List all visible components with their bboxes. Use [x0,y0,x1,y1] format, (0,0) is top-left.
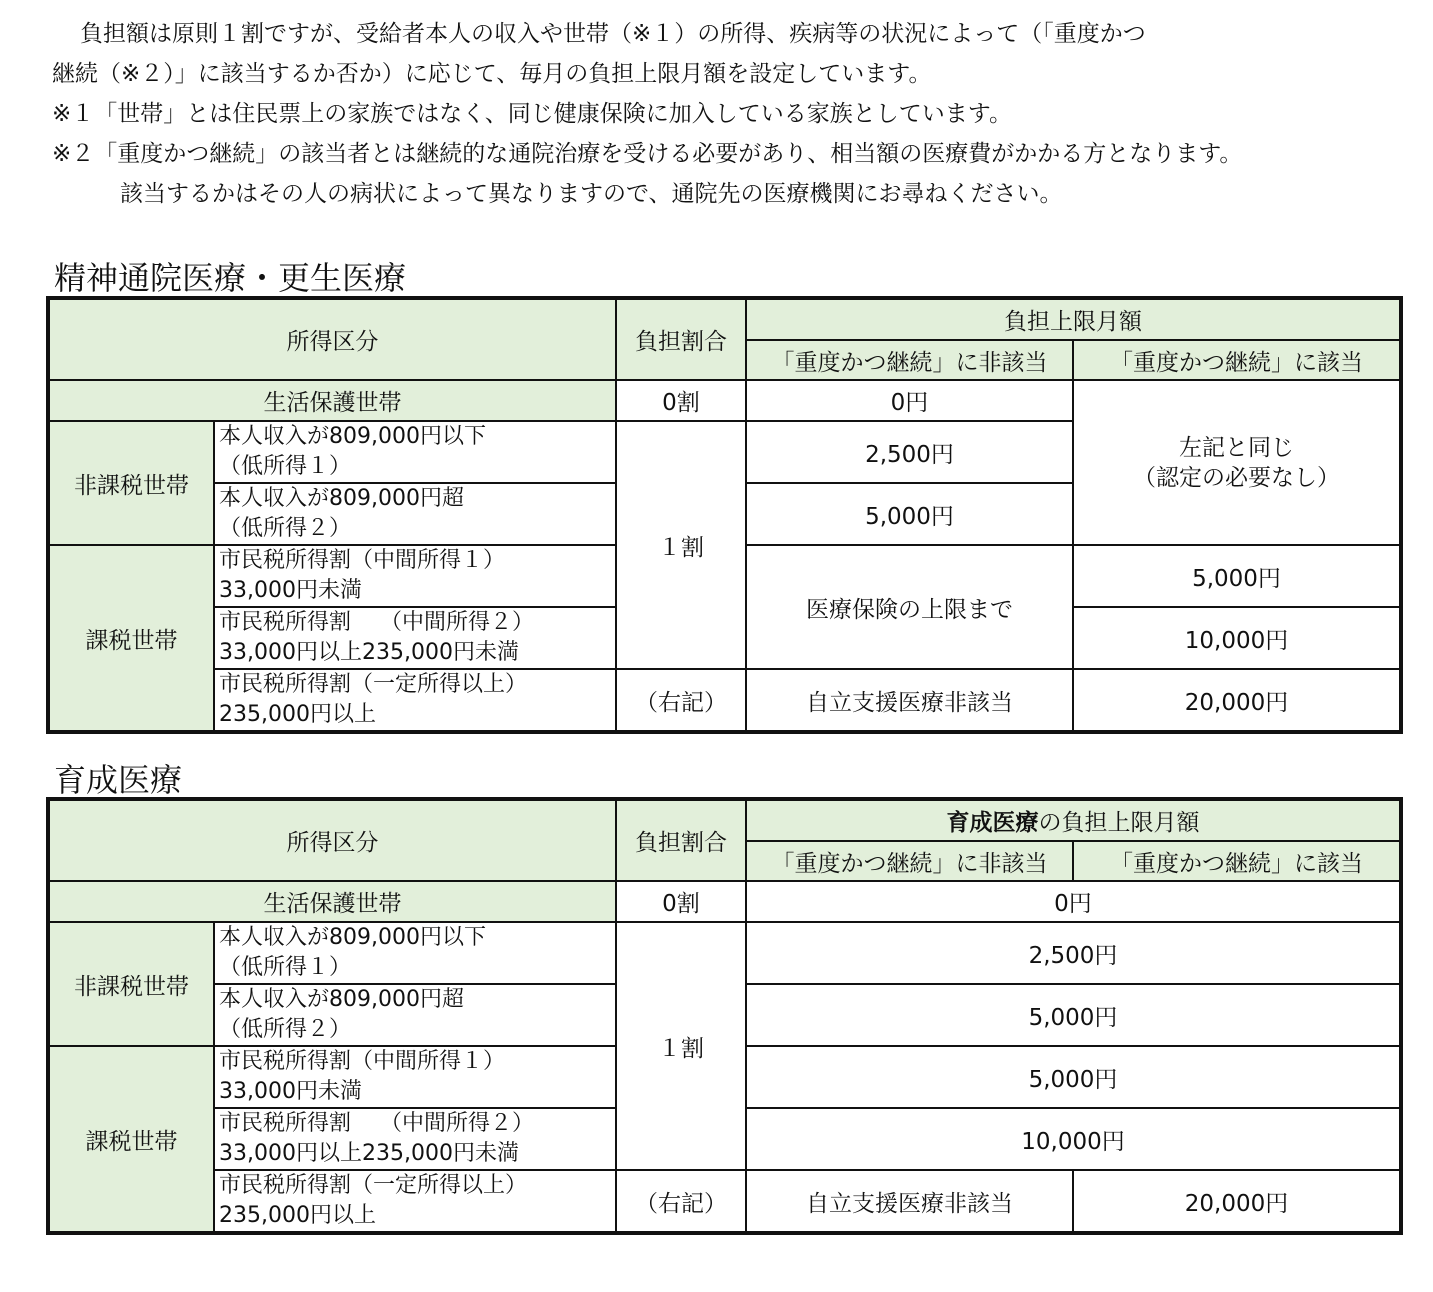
header-ratio: 負担割合 [616,298,746,380]
row-label: 市民税所得割（中間所得１） [219,1049,506,1074]
row-middle-income-1 [214,545,616,607]
section-title-2: 育成医療 [54,761,183,799]
high-cap-severe: 20,000円 [1073,1170,1401,1233]
row-middle-income-2 [214,607,616,669]
header-not-severe: 「重度かつ継続」に非該当 [746,841,1073,881]
header-cap-emphasis: 育成医療 [946,810,1039,836]
section-title-1: 精神通院医療・更生医療 [54,259,407,297]
high-ratio: （右記） [616,1170,746,1233]
header-severe: 「重度かつ継続」に該当 [1073,841,1401,881]
mid1-cap: 5,000円 [746,1046,1401,1108]
row-label: 市民税所得割（一定所得以上） [219,672,528,697]
ratio-10-percent: １割 [616,421,746,669]
high-cap-not-severe: 自立支援医療非該当 [746,669,1073,732]
welfare-ratio: 0割 [616,881,746,922]
row-sublabel: 235,000円以上 [219,1203,376,1228]
note-2-cont: 該当するかはその人の病状によって異なりますので、通院先の医療機関にお尋ねください。 [120,181,1063,207]
welfare-ratio: 0割 [616,380,746,421]
high-ratio: （右記） [616,669,746,732]
row-high-income [214,669,616,732]
mid2-cap: 10,000円 [746,1108,1401,1170]
row-sublabel: 33,000円以上235,000円未満 [219,640,519,665]
intro-paragraph-cont: 継続（※２）」に該当するか否か）に応じて、毎月の負担上限月額を設定しています。 [52,61,932,87]
fee-table-2 [46,797,1403,1235]
row-welfare: 生活保護世帯 [48,881,616,922]
no-certification-needed: （認定の必要なし） [1133,464,1340,491]
low1-cap: 2,500円 [746,922,1401,984]
header-not-severe: 「重度かつ継続」に非該当 [746,340,1073,380]
group-taxable: 課税世帯 [48,1046,214,1233]
row-label: 市民税所得割（中間所得１） [219,548,506,573]
row-label: 市民税所得割（一定所得以上） [219,1173,528,1198]
high-cap-not-severe: 自立支援医療非該当 [746,1170,1073,1233]
row-sublabel: （低所得２） [219,516,352,541]
mid2-cap-severe: 10,000円 [1073,607,1401,669]
row-welfare: 生活保護世帯 [48,380,616,421]
row-label: 市民税所得割 （中間所得２） [219,1111,534,1136]
row-sublabel: 33,000円以上235,000円未満 [219,1141,519,1166]
row-sublabel: 33,000円未満 [219,578,362,603]
low1-cap-not-severe: 2,500円 [746,421,1073,483]
high-cap-severe: 20,000円 [1073,669,1401,732]
row-low-income-1 [214,421,616,483]
row-low-income-2 [214,984,616,1046]
row-low-income-1 [214,922,616,984]
row-low-income-2 [214,483,616,545]
header-ratio: 負担割合 [616,799,746,881]
welfare-cap: 0円 [746,881,1401,922]
low2-cap: 5,000円 [746,984,1401,1046]
header-monthly-cap: 負担上限月額 [746,298,1401,340]
row-high-income [214,1170,616,1233]
same-as-left: 左記と同じ [1179,434,1294,461]
row-label: 本人収入が809,000円以下 [219,925,486,950]
note-2: ※２「重度かつ継続」の該当者とは継続的な通院治療を受ける必要があり、相当額の医療費がかかる方となります。 [52,141,1243,167]
row-label: 本人収入が809,000円超 [219,987,464,1012]
intro-text [52,14,1412,214]
header-income-class: 所得区分 [48,799,616,881]
intro-paragraph: 負担額は原則１割ですが、受給者本人の収入や世帯（※１）の所得、疾病等の状況によって（「重度かつ [80,21,1146,47]
same-as-left-cell [1073,380,1401,545]
mid1-cap-severe: 5,000円 [1073,545,1401,607]
row-sublabel: 235,000円以上 [219,702,376,727]
note-1: ※１「世帯」とは住民票上の家族ではなく、同じ健康保険に加入している家族としています。 [52,101,1012,127]
welfare-cap-not-severe: 0円 [746,380,1073,421]
row-sublabel: （低所得１） [219,955,352,980]
row-sublabel: （低所得２） [219,1017,352,1042]
row-label: 市民税所得割 （中間所得２） [219,610,534,635]
header-income-class: 所得区分 [48,298,616,380]
group-taxable: 課税世帯 [48,545,214,732]
fee-table-1 [46,296,1403,734]
row-label: 本人収入が809,000円超 [219,486,464,511]
group-non-taxable: 非課税世帯 [48,421,214,545]
row-sublabel: （低所得１） [219,454,352,479]
middle-cap-not-severe: 医療保険の上限まで [746,545,1073,669]
header-severe: 「重度かつ継続」に該当 [1073,340,1401,380]
header-monthly-cap [746,799,1401,841]
row-sublabel: 33,000円未満 [219,1079,362,1104]
ratio-10-percent: １割 [616,922,746,1170]
header-cap-rest: の負担上限月額 [1038,810,1200,836]
row-middle-income-2 [214,1108,616,1170]
row-middle-income-1 [214,1046,616,1108]
low2-cap-not-severe: 5,000円 [746,483,1073,545]
group-non-taxable: 非課税世帯 [48,922,214,1046]
row-label: 本人収入が809,000円以下 [219,424,486,449]
